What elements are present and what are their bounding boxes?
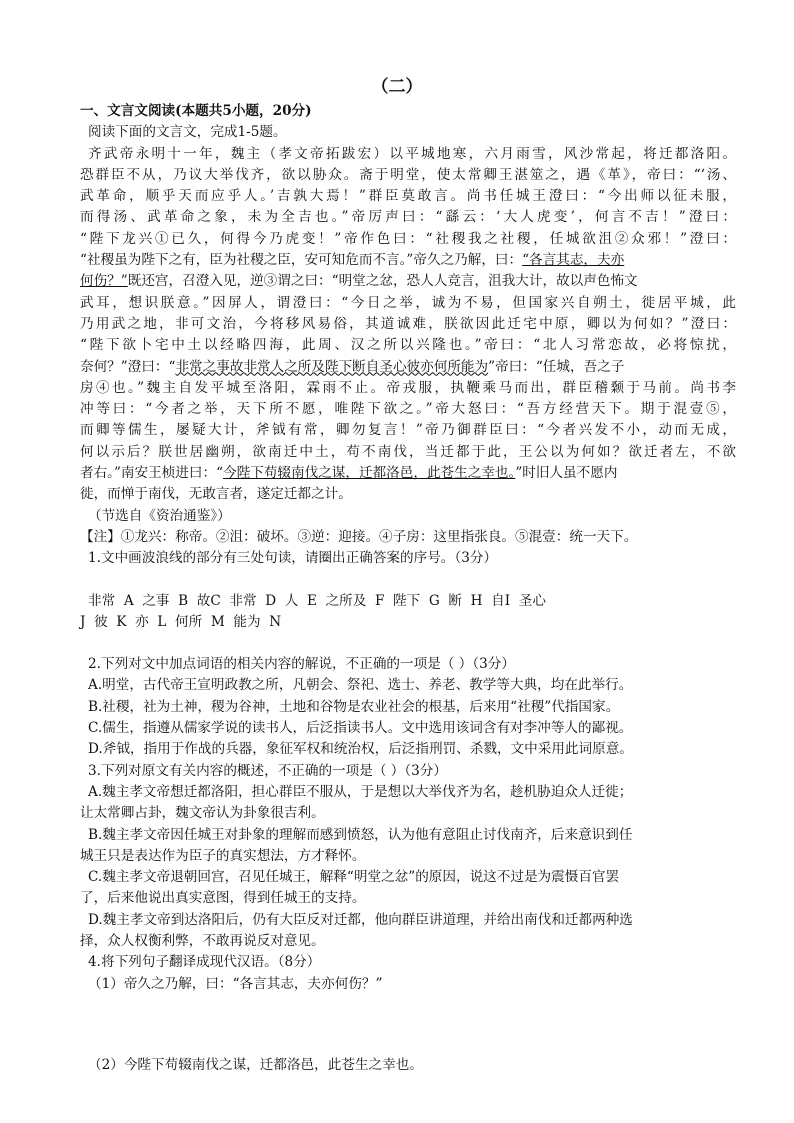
document-body (80, 101, 736, 1076)
question-4-stem: 4.将下列句子翻译成现代汉语。（8分） (88, 954, 321, 971)
question-3-option-a: A.魏主孝文帝想迁都洛阳，担心群臣不服从，于是想以大举伐齐为名，趁机胁迫众人迁徙； (88, 783, 633, 800)
passage-line (80, 271, 736, 292)
passage-text: ”帝曰：“任城，吾之子 (488, 358, 625, 375)
question-3-option-c-cont: 了，后来他说出真实意图，得到任城王的支持。 (80, 890, 366, 907)
passage-line: “陛下欲卜宅中土以经略四海，此周、汉之所以兴隆也。”帝曰：“北人习常恋故，必将惊扰， (80, 337, 736, 354)
annotation-notes: 【注】①龙兴：称帝。②沮：破坏。③逆：迎接。④子房：这里指张良。⑤混壹：统一天下。 (80, 528, 638, 545)
section-header: 一、文言文阅读(本题共5小题，20分) (80, 103, 312, 119)
passage-text: 奈何？”澄曰：“ (80, 358, 176, 375)
passage-line: 武革命，顺乎天而应乎人。’吉孰大焉！”群臣莫敢言。尚书任城王澄曰：“今出师以征未服， (80, 188, 736, 205)
passage-line: “陛下龙兴①已久，何得今乃虎变！”帝作色曰：“社稷我之社稷，任城欲沮②众邪！”澄曰： (80, 230, 736, 247)
question-2-option-a: A.明堂，古代帝王宣明政教之所，凡朝会、祭祀、选士、养老、教学等大典，均在此举行。 (88, 677, 633, 694)
underlined-sentence: 今陛下苟辍南伐之谋，迁都洛邑，此苍生之幸也。 (223, 465, 516, 482)
source-citation: （节选自《资治通鉴》） (88, 507, 231, 524)
passage-text: 者右。”南安王桢进曰：“ (80, 465, 224, 482)
wavy-underlined-sentence: 非常之事故非常人之所及陛下断自圣心彼亦何所能为 (175, 358, 489, 375)
passage-text: ”时旧人虽不愿内 (515, 465, 618, 482)
question-1-stem: 1.文中画波浪线的部分有三处句读，请圈出正确答案的序号。（3分） (88, 550, 498, 567)
passage-text: 既还宫，召澄入见，逆③谓之曰：“明堂之忿，恐人人竞言，沮我大计，故以声色怖文 (127, 273, 638, 290)
passage-line: 而得汤、武革命之象，未为全吉也。”帝厉声曰：“繇云：‘大人虎变’，何言不吉！”澄曰： (80, 209, 736, 226)
question-3-option-b-cont: 城王只是表达作为臣子的真实想法，方才释怀。 (80, 847, 366, 864)
passage-line: 冲等曰：“今者之举，天下所不愿，唯陛下欲之。”帝大怒曰：“吾方经营天下。期于混壹⑤， (80, 401, 736, 418)
passage-line (80, 463, 736, 484)
passage-line: 乃用武之地，非可文治，今将移风易俗，其道诚难，朕欲因此迁宅中原，卿以为何如？”澄曰： (80, 315, 736, 332)
question-2-option-d: D.斧钺，指用于作战的兵器，象征军权和统治权，后泛指刑罚、杀戮，文中采用此词原意。 (88, 741, 633, 758)
passage-line: 而卿等儒生，屡疑大计，斧钺有常，卿勿复言！”帝乃御群臣曰：“今者兴发不小，动而无成， (80, 422, 736, 439)
question-3-option-d-cont: 择，众人权衡利弊，不敢再说反对意见。 (80, 932, 325, 949)
passage-line: 武耳，想识朕意。”因屏人，谓澄曰：“今日之举，诚为不易，但国家兴自朔土，徙居平城，此 (80, 294, 736, 311)
page-title: （二） (371, 77, 423, 97)
passage-line: 齐武帝永明十一年，魏主（孝文帝拓跋宏）以平城地寒，六月雨雪，风沙常起，将迁都洛阳。 (88, 145, 736, 162)
question-2-option-c: C.儒生，指遵从儒家学说的读书人，后泛指读书人。文中选用该词含有对李冲等人的鄙视。 (88, 720, 633, 737)
question-3-option-a-cont: 让太常卿占卦，魏文帝认为卦象很吉利。 (80, 805, 325, 822)
passage-line: 何以示后？朕世居幽朔，欲南迁中土，苟不南伐，当迁都于此，王公以为何如？欲迁者左，不欲 (80, 443, 736, 460)
question-3-option-b: B.魏主孝文帝因任城王对卦象的理解而感到愤怒，认为他有意阻止讨伐南齐，后来意识到任 (88, 826, 633, 843)
question-2-option-b: B.社稷，社为土神，稷为谷神，土地和谷物是农业社会的根基，后来用“社稷”代指国家。 (88, 698, 620, 715)
underlined-sentence: “各言其志，夫亦 (522, 252, 625, 269)
question-3-stem: 3.下列对原文有关内容的概述，不正确的一项是（ ）（3分） (88, 762, 447, 779)
question-3-option-c: C.魏主孝文帝退朝回宫，召见任城王，解释“明堂之忿”的原因，说这不过是为震慑百官罢 (88, 869, 620, 886)
underlined-sentence: 何伤？” (80, 273, 128, 290)
passage-line (80, 357, 736, 378)
question-2-stem: 2.下列对文中加点词语的相关内容的解说，不正确的一项是（ ）（3分） (88, 656, 515, 673)
instruction: 阅读下面的文言文，完成1-5题。 (88, 124, 287, 141)
passage-line: 徙，而惮于南伐，无敢言者，遂定迁都之计。 (80, 486, 352, 503)
passage-line: 房④也。”魏主自发平城至洛阳，霖雨不止。帝戎服，执鞭乘马而出，群臣稽颡于马前。尚书李 (80, 379, 736, 396)
passage-line (80, 250, 736, 271)
question-4-sentence-2: （2）今陛下苟辍南伐之谋，迁都洛邑，此苍生之幸也。 (88, 1056, 423, 1073)
passage-text: “社稷虽为陛下之有，臣为社稷之臣，安可知危而不言。”帝久之乃解，曰： (80, 252, 523, 269)
question-1-options: J 彼 K 亦 L 何所 M 能为 N (80, 613, 282, 630)
question-3-option-d: D.魏主孝文帝到达洛阳后，仍有大臣反对迁都，他向群臣讲道理，并给出南伐和迁都两种选 (88, 911, 633, 928)
passage-line: 恐群臣不从，乃议大举伐齐，欲以胁众。斋于明堂，使太常卿王湛筮之，遇《革》，帝曰：“‘汤、 (80, 166, 736, 183)
question-1-options: 非常 A 之事 B 故C 非常 D 人 E 之所及 F 陛下 G 断 H 自I 圣心 (88, 592, 546, 609)
question-4-sentence-1: （1）帝久之乃解，曰：“各言其志，夫亦何伤？” (88, 975, 383, 992)
